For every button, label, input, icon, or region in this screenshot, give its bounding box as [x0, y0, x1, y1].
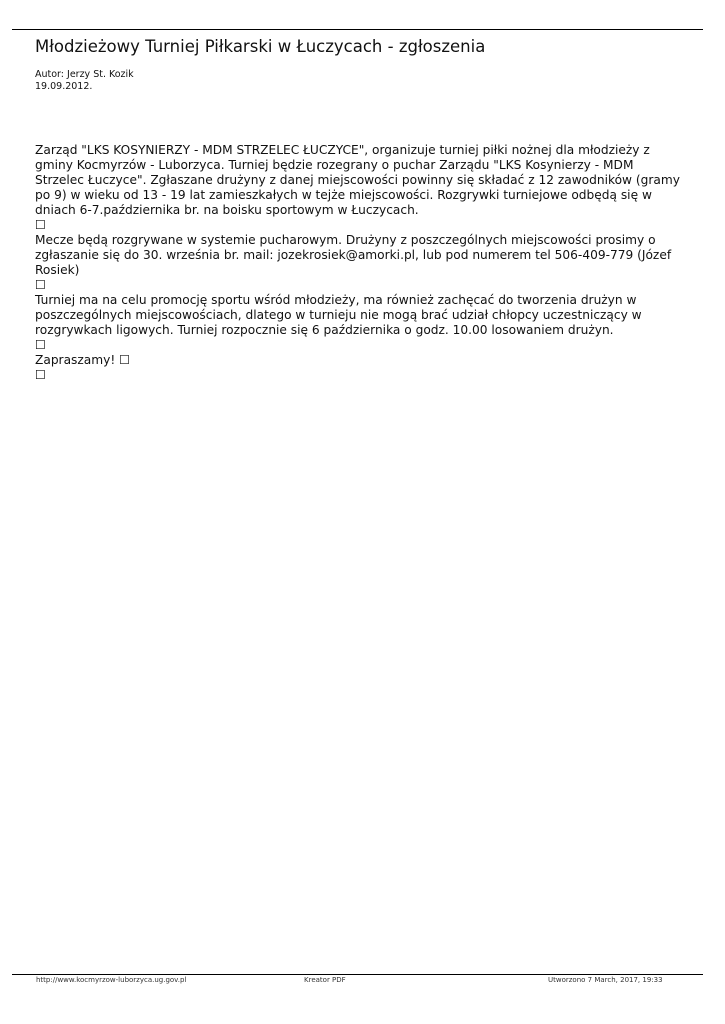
- footer-created: Utworzono 7 March, 2017, 19:33: [548, 976, 663, 984]
- placeholder-box-icon: ☐: [35, 278, 46, 292]
- paragraph-3: Turniej ma na celu promocję sportu wśród młodzieży, ma również zachęcać do tworzenia drużyn w poszczególnych miejscowościach, dlatego w turnieju nie mogą brać udział chłopcy uczestniczący w rozgrywkach ligowych. Turniej rozpocznie się 6 października o godz. 10.00 losowaniem drużyn.: [35, 293, 642, 337]
- placeholder-box-icon: ☐: [35, 338, 46, 352]
- placeholder-box-icon: ☐: [35, 218, 46, 232]
- placeholder-box-icon: ☐: [35, 368, 46, 382]
- footer-rule: [12, 974, 703, 975]
- paragraph-4: [35, 353, 690, 368]
- footer-url[interactable]: http://www.kocmyrzow-luborzyca.ug.gov.pl: [36, 976, 187, 984]
- placeholder-box-icon: ☐: [119, 353, 131, 367]
- paragraph-2: Mecze będą rozgrywane w systemie pucharowym. Drużyny z poszczególnych miejscowości prosimy o zgłaszanie się do 30. września br. mail: jozekrosiek@amorki.pl, lub pod numerem tel 506-409-779 (Józef Rosiek): [35, 233, 672, 277]
- closing-text: Zapraszamy!: [35, 353, 116, 367]
- date-line: 19.09.2012.: [35, 80, 93, 92]
- author-line: Autor: Jerzy St. Kozik: [35, 69, 134, 80]
- page-title: Młodzieżowy Turniej Piłkarski w Łuczycach - zgłoszenia: [35, 37, 486, 56]
- header-rule: [12, 29, 703, 30]
- footer-generator: Kreator PDF: [304, 976, 346, 984]
- article-body: [35, 143, 690, 383]
- paragraph-1: Zarząd "LKS KOSYNIERZY - MDM STRZELEC ŁUCZYCE", organizuje turniej piłki nożnej dla młodzieży z gminy Kocmyrzów - Luborzyca. Turniej będzie rozegrany o puchar Zarządu "LKS Kosynierzy - MDM Strzelec Łuczyce". Zgłaszane drużyny z danej miejscowości powinny się składać z 12 zawodników (gramy po 9) w wieku od 13 - 19 lat zamieszkałych w tejże miejscowości. Rozgrywki turniejowe odbędą się w dniach 6-7.października br. na boisku sportowym w Łuczycach.: [35, 143, 680, 217]
- article-meta: [35, 69, 134, 92]
